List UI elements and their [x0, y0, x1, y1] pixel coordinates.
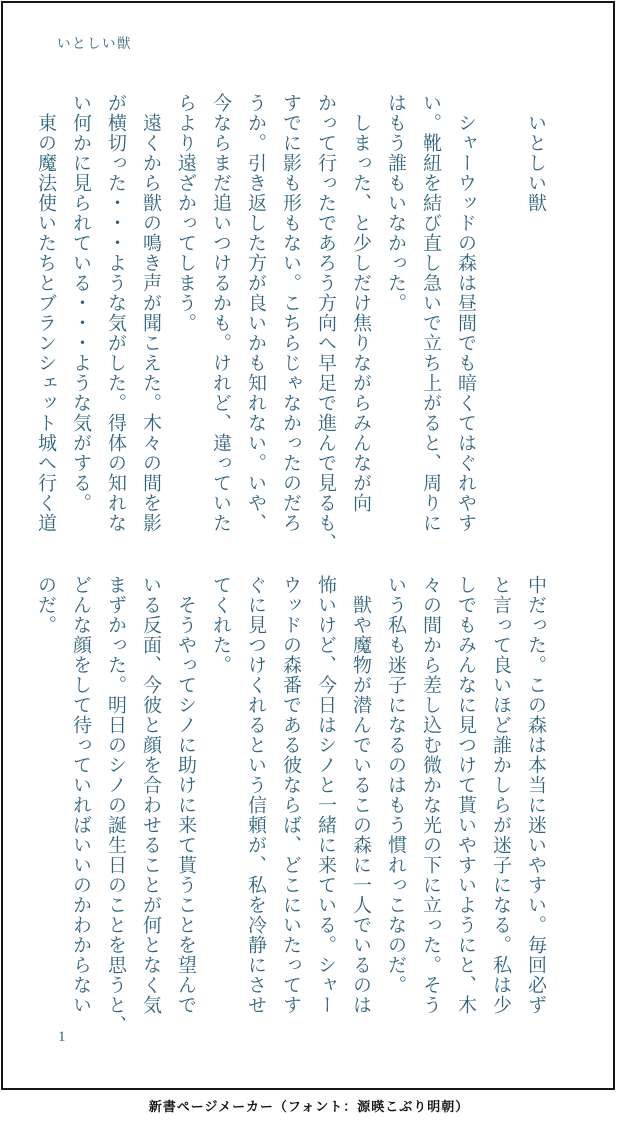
text-line: い。靴紐を結び直し急いで立ち上がると、周りに — [420, 93, 441, 533]
text-line: いる反面、今彼と顔を合わせることが何となく気 — [140, 575, 161, 1015]
text-line: どんな顔をして待っていればいいのかわからない — [70, 575, 91, 1015]
text-line: 遠くから獣の鳴き声が聞こえた。木々の間を影 — [140, 93, 161, 533]
text-line: 獣や魔物が潜んでいるこの森に一人でいるのは — [350, 575, 371, 1015]
text-line: シャーウッドの森は昼間でも暗くてはぐれやす — [455, 93, 476, 533]
text-line: 々の間から差し込む微かな光の下に立った。そう — [420, 575, 441, 1015]
text-line: しまった、と少しだけ焦りながらみんなが向 — [350, 93, 371, 513]
text-line: と言って良いほど誰かしらが迷子になる。私は少 — [490, 575, 511, 1015]
text-line: いとしい獣 — [525, 93, 546, 213]
text-line: すでに影も形もない。こちらじゃなかったのだろ — [280, 93, 301, 533]
text-line: はもう誰もいなかった。 — [385, 93, 406, 313]
text-line: が横切った・・・ような気がした。得体の知れな — [105, 93, 126, 533]
text-line: そうやってシノに助けに来て貰うことを望んで — [175, 575, 196, 1015]
text-line: のだ。 — [35, 575, 56, 635]
text-line: ウッドの森番である彼ならば、どこにいたってす — [280, 575, 301, 1015]
text-line: かって行ったであろう方向へ早足で進んで見るも、 — [315, 93, 336, 553]
text-block-top — [28, 93, 553, 553]
text-line: 中だった。この森は本当に迷いやすい。毎回必ず — [525, 575, 546, 1015]
text-line: うか。引き返した方が良いかも知れない。いや、 — [245, 93, 266, 533]
text-line: てくれた。 — [210, 575, 231, 675]
page-number: 1 — [58, 1029, 66, 1045]
text-line: しでもみんなに見つけて貰いやすいようにと、木 — [455, 575, 476, 1015]
text-line: らより遠ざかってしまう。 — [175, 93, 196, 333]
text-line — [483, 93, 518, 539]
novel-page — [1, 1, 615, 1090]
text-line: い何かに見られている・・・ような気がする。 — [70, 93, 91, 513]
page-header-title: いとしい獣 — [57, 36, 132, 51]
footer-caption: 新書ページメーカー（フォント：源暎こぶり明朝） — [148, 1099, 470, 1114]
text-line: まずかった。明日のシノの誕生日のことを思うと、 — [105, 575, 126, 1035]
text-line: 東の魔法使いたちとブランシェット城へ行く道 — [35, 93, 56, 533]
text-line: いう私も迷子になるのはもう慣れっこなのだ。 — [385, 575, 406, 995]
text-line: 怖いけど、今日はシノと一緒に来ている。シャー — [315, 575, 336, 1015]
text-line: 今ならまだ追いつけるかも。けれど、違っていた — [210, 93, 231, 533]
text-line: ぐに見つけくれるという信頼が、私を冷静にさせ — [245, 575, 266, 1015]
text-block-bottom — [28, 575, 553, 1035]
